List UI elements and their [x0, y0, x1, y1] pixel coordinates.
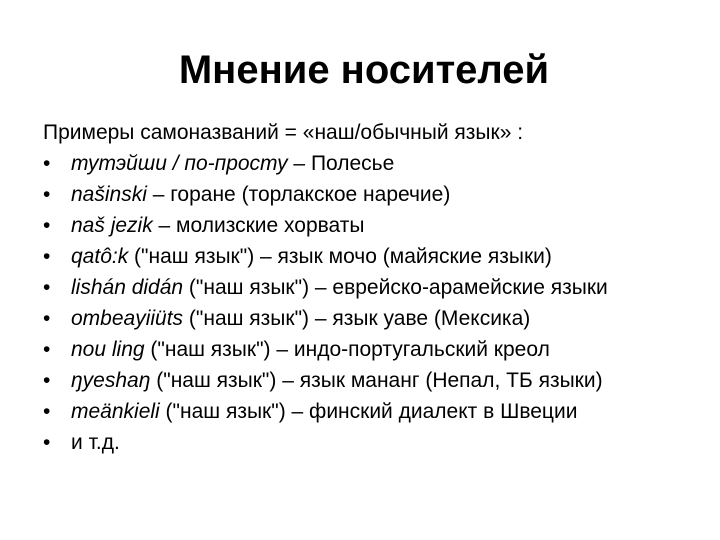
- list-item: [43, 396, 713, 427]
- self-name-term: ŋyeshaŋ: [71, 369, 151, 392]
- slide-title: Мнение носителей: [178, 48, 550, 92]
- list-item: [43, 427, 713, 458]
- list-item: [43, 334, 713, 365]
- list-item: [43, 272, 713, 303]
- list-item: [43, 241, 713, 272]
- self-name-term: meänkieli: [71, 400, 160, 423]
- self-name-term: nou ling: [71, 338, 145, 361]
- item-description: – горане (торлакское наречие): [146, 183, 451, 206]
- item-description: и т.д.: [71, 431, 120, 454]
- examples-list: [43, 148, 713, 458]
- bullet-icon: •: [43, 152, 51, 175]
- self-name-term: тутэйши / по-просту: [71, 152, 288, 175]
- item-description: ("наш язык") – еврейско-арамейские языки: [183, 276, 608, 299]
- bullet-icon: •: [43, 369, 51, 392]
- list-item: [43, 210, 713, 241]
- intro-text: Примеры самоназваний = «наш/обычный язык» :: [43, 121, 524, 144]
- item-description: ("наш язык") – финский диалект в Швеции: [159, 400, 578, 423]
- bullet-icon: •: [43, 245, 51, 268]
- list-item: [43, 365, 713, 396]
- bullet-icon: •: [43, 307, 51, 330]
- list-item: [43, 303, 713, 334]
- list-item: [43, 148, 713, 179]
- slide-body: [43, 117, 713, 458]
- bullet-icon: •: [43, 431, 51, 454]
- bullet-icon: •: [43, 338, 51, 361]
- item-description: ("наш язык") – язык мананг (Непал, ТБ языки): [150, 369, 603, 392]
- self-name-term: lishán didán: [71, 276, 184, 299]
- item-description: ("наш язык") – язык мочо (майяские языки): [128, 245, 552, 268]
- item-description: – Полесье: [287, 152, 395, 175]
- item-description: ("наш язык") – язык уаве (Мексика): [183, 307, 531, 330]
- self-name-term: našinski: [71, 183, 147, 206]
- bullet-icon: •: [43, 183, 51, 206]
- bullet-icon: •: [43, 400, 51, 423]
- bullet-icon: •: [43, 214, 51, 237]
- self-name-term: ombeayiiüts: [71, 307, 184, 330]
- self-name-term: qatô:k: [71, 245, 129, 268]
- item-description: ("наш язык") – индо-португальский креол: [144, 338, 550, 361]
- list-item: [43, 179, 713, 210]
- self-name-term: naš jezik: [71, 214, 153, 237]
- item-description: – молизские хорваты: [152, 214, 365, 237]
- bullet-icon: •: [43, 276, 51, 299]
